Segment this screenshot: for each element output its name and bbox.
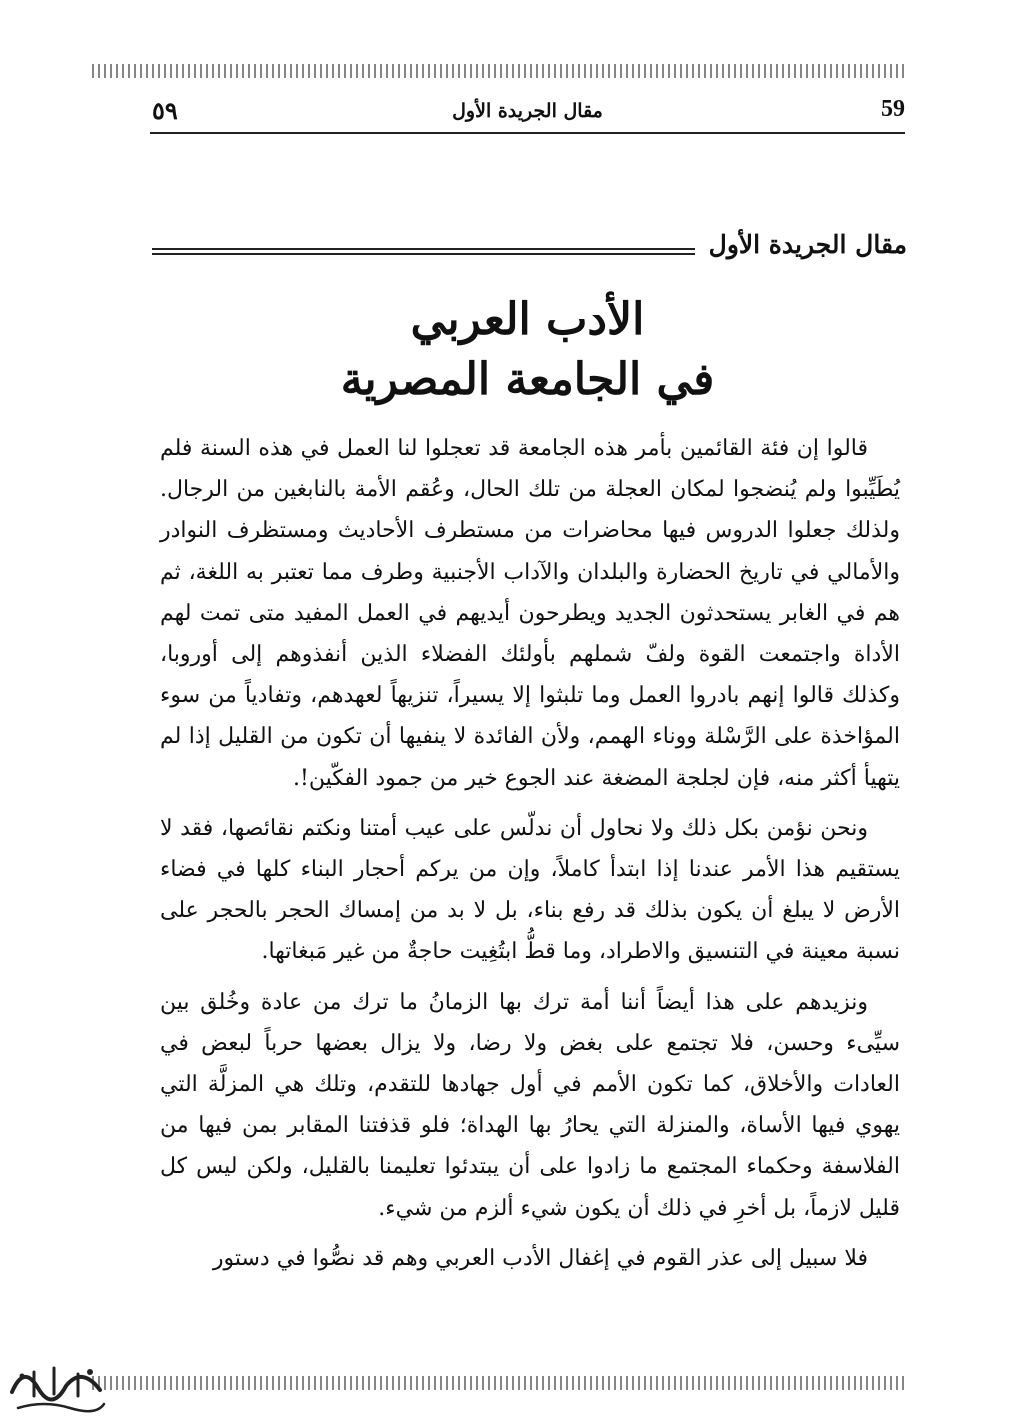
section-heading <box>152 230 907 262</box>
watermark-stamp <box>4 1352 114 1422</box>
page-header <box>150 92 905 134</box>
paragraph: فلا سبيل إلى عذر القوم في إغفال الأدب العربي وهم قد نصُّوا في دستور <box>212 1245 868 1271</box>
article-title-line-2: في الجامعة المصرية <box>340 354 715 405</box>
paragraph: ونزيدهم على هذا أيضاً أننا أمة ترك بها الزمانُ ما ترك من عادة وخُلق بين سيِّىء وحسن، فلا تجتمع على بغض ولا رضا، ولا يزال بعضها حرباً لبعض في العادات والأخلاق، كما تكون الأمم في أول جهادها للتقدم، وتلك هي المزلَّة التي يهوي فيها الأساة، والمنزلة التي يحارُ بها الهداة؛ فلو قذفتنا المقابر بمن فيها من الفلاسفة وحكماء المجتمع ما زادوا على أن يبتدئوا تعليمنا بالقليل، ولكن ليس كل قليل لازماً، بل أخرِ في ذلك أن يكون شيء ألزم من شيء. <box>160 989 900 1221</box>
section-title: مقال الجريدة الأول <box>708 230 907 259</box>
paragraph: قالوا إن فئة القائمين بأمر هذه الجامعة قد تعجلوا لنا العمل في هذه السنة فلم يُطَيِّبوا ولم يُنضجوا لمكان العجلة من تلك الحال، وعُقم الأمة بالنابغين من الرجال. ولذلك جعلوا الدروس فيها محاضرات من مستطرف الأحاديث ومستظرف النوادر والأمالي في تاريخ الحضارة والبلدان والآداب الأجنبية وطرف مما تعتبر به اللغة، ثم هم في الغابر يستحدثون الجديد ويطرحون أيديهم في العمل المفيد متى تمت لهم الأداة واجتمعت القوة ولفّ شملهم بأولئك الفضلاء الذين أنفذوهم إلى أوروبا، وكذلك قالوا إنهم بادروا العمل وما تلبثوا إلا يسيراً، تنزيهاً لعهدهم، وتفادياً من سوء المؤاخذة على الرَّسْلة ووناء الهمم، ولأن الفائدة لا ينفيها أن تكون من القليل إذا لم يتهيأ أكثر منه، فإن لجلجة المضغة عند الجوع خير من جمود الفكّين!. <box>160 436 900 791</box>
paragraph: ونحن نؤمن بكل ذلك ولا نحاول أن ندلّس على عيب أمتنا ونكتم نقائصها، فقد لا يستقيم هذا الأمر عندنا إذا ابتدأ كاملاً، وإن من يركم أحجار البناء كلها في فضاء الأرض لا يبلغ أن يكون بذلك قد رفع بناء، بل لا بد من إمساك الحجر بالحجر على نسبة معينة في التنسيق والاطراد، وما قطُّ ابتُغِيت حاجةٌ من غير مَبغاتها. <box>160 815 900 965</box>
section-double-rule <box>152 248 695 255</box>
decorative-border-top <box>92 64 907 78</box>
decorative-border-bottom <box>92 1376 907 1390</box>
page-number-latin: 59 <box>881 96 905 122</box>
article-body <box>160 428 900 1288</box>
article-title <box>150 290 905 410</box>
page-number-arabic: ٥٩ <box>152 96 178 125</box>
article-title-line-1: الأدب العربي <box>410 294 645 345</box>
running-title: مقال الجريدة الأول <box>452 100 603 122</box>
